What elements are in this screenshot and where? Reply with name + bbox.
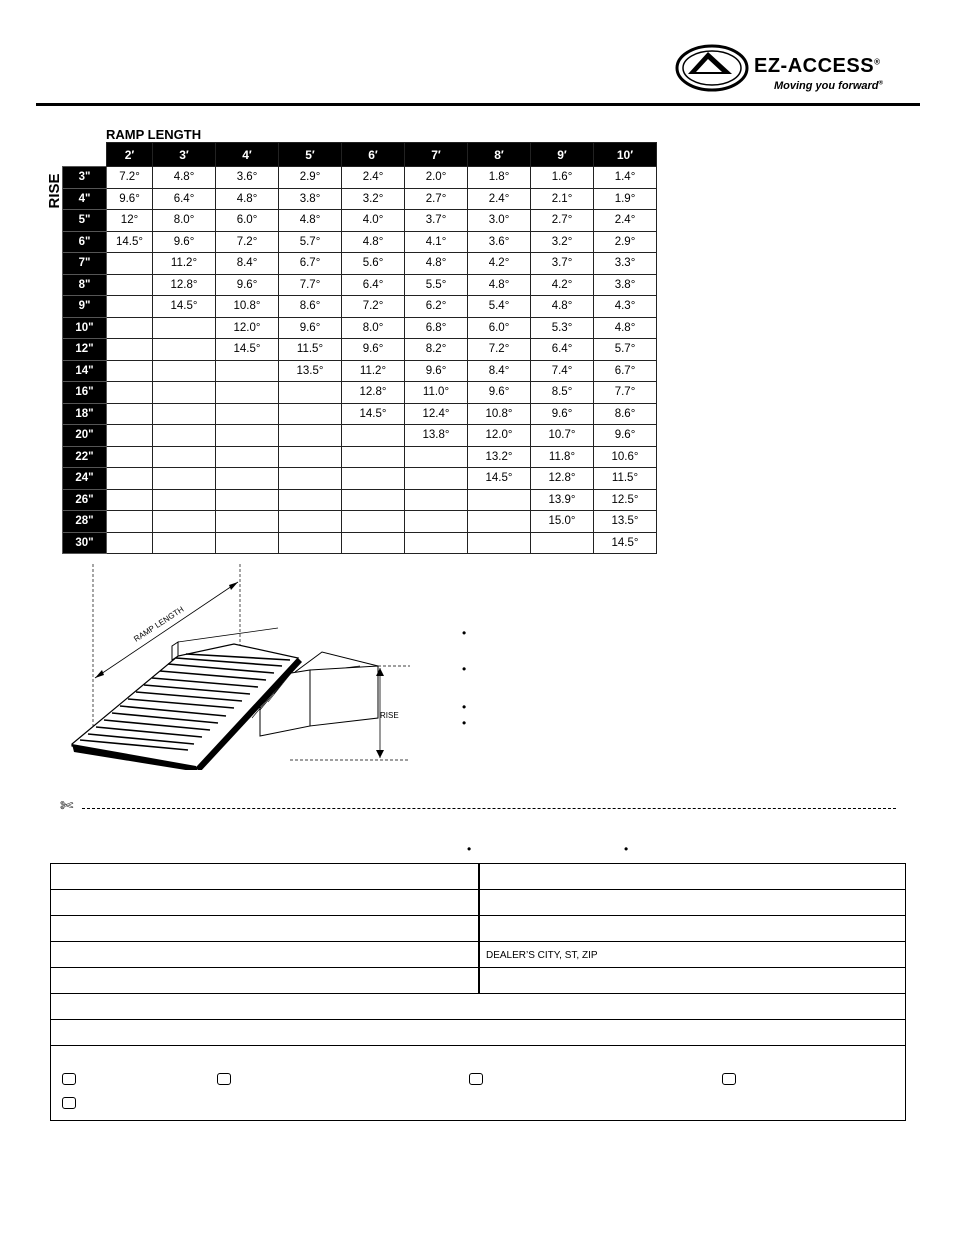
table-row <box>63 360 657 382</box>
ramp-length-column-header: 2′ <box>107 143 153 167</box>
angle-cell: 4.8° <box>405 253 468 275</box>
table-row <box>63 274 657 296</box>
angle-cell: 1.4° <box>594 167 657 189</box>
cut-line <box>60 798 900 818</box>
angle-cell <box>279 489 342 511</box>
angle-cell: 12.8° <box>342 382 405 404</box>
table-row <box>63 382 657 404</box>
angle-cell <box>107 274 153 296</box>
table-row <box>63 532 657 554</box>
angle-cell: 12.0° <box>468 425 531 447</box>
angle-cell <box>107 317 153 339</box>
angle-cell: 11.8° <box>531 446 594 468</box>
angle-cell: 13.5° <box>594 511 657 533</box>
logo-emblem-icon <box>674 40 754 100</box>
table-row <box>63 167 657 189</box>
angle-cell <box>153 489 216 511</box>
angle-cell: 12° <box>107 210 153 232</box>
angle-cell: 13.5° <box>279 360 342 382</box>
angle-cell <box>405 532 468 554</box>
angle-cell: 4.8° <box>531 296 594 318</box>
angle-cell: 3.7° <box>531 253 594 275</box>
angle-cell <box>153 425 216 447</box>
ramp-length-column-header: 9′ <box>531 143 594 167</box>
angle-cell: 10.8° <box>468 403 531 425</box>
angle-cell <box>216 382 279 404</box>
ramp-length-title: RAMP LENGTH <box>106 127 202 142</box>
ramp-length-column-header: 8′ <box>468 143 531 167</box>
angle-cell <box>405 489 468 511</box>
angle-cell: 3.6° <box>468 231 531 253</box>
rise-row-header: 6" <box>63 231 107 253</box>
rise-row-header: 9" <box>63 296 107 318</box>
angle-cell <box>107 253 153 275</box>
angle-cell: 9.6° <box>279 317 342 339</box>
angle-cell: 7.2° <box>107 167 153 189</box>
angle-cell: 3.6° <box>216 167 279 189</box>
angle-cell: 3.8° <box>594 274 657 296</box>
rise-axis-label: RISE <box>46 173 63 209</box>
angle-cell: 13.9° <box>531 489 594 511</box>
angle-cell: 7.4° <box>531 360 594 382</box>
form-row <box>51 864 905 890</box>
angle-cell <box>531 532 594 554</box>
angle-cell <box>153 511 216 533</box>
angle-cell: 10.7° <box>531 425 594 447</box>
angle-cell <box>342 489 405 511</box>
angle-cell <box>279 403 342 425</box>
angle-cell: 2.7° <box>405 188 468 210</box>
table-corner <box>63 143 107 167</box>
angle-cell <box>107 339 153 361</box>
angle-cell: 14.5° <box>468 468 531 490</box>
angle-cell: 9.6° <box>216 274 279 296</box>
angle-cell <box>107 296 153 318</box>
rise-row-header: 18" <box>63 403 107 425</box>
rise-row-header: 24" <box>63 468 107 490</box>
angle-cell: 2.1° <box>531 188 594 210</box>
form-row <box>51 1019 905 1045</box>
angle-cell: 4.8° <box>216 188 279 210</box>
angle-cell: 7.2° <box>468 339 531 361</box>
angle-cell: 14.5° <box>107 231 153 253</box>
angle-cell: 2.4° <box>594 210 657 232</box>
angle-cell: 5.4° <box>468 296 531 318</box>
angle-cell <box>107 511 153 533</box>
angle-cell: 4.1° <box>405 231 468 253</box>
angle-cell: 1.9° <box>594 188 657 210</box>
angle-cell: 4.3° <box>594 296 657 318</box>
angle-cell <box>279 532 342 554</box>
bullet-icon: • <box>462 626 467 640</box>
angle-cell <box>107 382 153 404</box>
ramp-length-column-header: 6′ <box>342 143 405 167</box>
angle-cell <box>153 468 216 490</box>
bullet-icon: • <box>624 842 629 856</box>
table-row <box>63 425 657 447</box>
checkbox[interactable] <box>62 1073 76 1085</box>
form-row <box>51 993 905 1019</box>
angle-cell: 3.8° <box>279 188 342 210</box>
rise-row-header: 12" <box>63 339 107 361</box>
table-row <box>63 210 657 232</box>
dashed-cut-line <box>82 808 896 809</box>
angle-cell <box>107 446 153 468</box>
angle-cell: 8.6° <box>279 296 342 318</box>
table-row <box>63 253 657 275</box>
angle-cell: 8.6° <box>594 403 657 425</box>
angle-cell: 6.0° <box>468 317 531 339</box>
angle-cell: 9.6° <box>153 231 216 253</box>
ramp-length-column-header: 10′ <box>594 143 657 167</box>
angle-cell: 9.6° <box>342 339 405 361</box>
rise-row-header: 4" <box>63 188 107 210</box>
angle-cell <box>279 382 342 404</box>
angle-cell: 3.3° <box>594 253 657 275</box>
form-row <box>51 967 905 993</box>
angle-cell: 8.4° <box>216 253 279 275</box>
angle-cell: 12.8° <box>531 468 594 490</box>
angle-cell: 9.6° <box>594 425 657 447</box>
angle-cell <box>342 425 405 447</box>
angle-cell: 3.0° <box>468 210 531 232</box>
angle-cell <box>405 511 468 533</box>
checkbox[interactable] <box>722 1073 736 1085</box>
form-row <box>51 941 905 967</box>
ramp-length-column-header: 7′ <box>405 143 468 167</box>
angle-cell: 5.6° <box>342 253 405 275</box>
angle-cell: 12.4° <box>405 403 468 425</box>
angle-cell: 1.6° <box>531 167 594 189</box>
angle-cell <box>216 446 279 468</box>
angle-cell: 10.6° <box>594 446 657 468</box>
ramp-diagram <box>60 560 420 770</box>
angle-cell <box>216 511 279 533</box>
angle-cell: 2.9° <box>279 167 342 189</box>
angle-cell: 5.3° <box>531 317 594 339</box>
angle-cell: 12.8° <box>153 274 216 296</box>
rise-row-header: 8" <box>63 274 107 296</box>
angle-cell: 15.0° <box>531 511 594 533</box>
form-row <box>51 889 905 915</box>
angle-cell: 12.0° <box>216 317 279 339</box>
rise-row-header: 30" <box>63 532 107 554</box>
angle-cell: 7.7° <box>279 274 342 296</box>
angle-cell: 7.2° <box>216 231 279 253</box>
angle-cell: 4.2° <box>468 253 531 275</box>
angle-cell: 5.7° <box>594 339 657 361</box>
rise-row-header: 7" <box>63 253 107 275</box>
rise-row-header: 22" <box>63 446 107 468</box>
angle-cell <box>216 425 279 447</box>
angle-cell: 14.5° <box>153 296 216 318</box>
checkbox[interactable] <box>62 1097 76 1109</box>
angle-cell <box>468 489 531 511</box>
angle-cell: 1.8° <box>468 167 531 189</box>
table-row <box>63 511 657 533</box>
angle-cell: 3.2° <box>531 231 594 253</box>
angle-cell: 6.8° <box>405 317 468 339</box>
angle-cell <box>107 489 153 511</box>
angle-cell: 8.4° <box>468 360 531 382</box>
angle-cell <box>342 446 405 468</box>
angle-cell: 4.0° <box>342 210 405 232</box>
angle-cell: 9.6° <box>531 403 594 425</box>
form-checkbox-row <box>51 1045 905 1120</box>
angle-cell <box>153 446 216 468</box>
ramp-grade-table <box>62 142 657 554</box>
brand-tagline: Moving you forward® <box>774 80 883 92</box>
angle-cell: 4.8° <box>468 274 531 296</box>
angle-cell <box>153 360 216 382</box>
bullet-icon: • <box>462 700 467 714</box>
angle-cell: 8.0° <box>342 317 405 339</box>
rise-row-header: 26" <box>63 489 107 511</box>
angle-cell: 14.5° <box>594 532 657 554</box>
scissors-icon: ✄ <box>60 798 74 815</box>
table-row <box>63 489 657 511</box>
angle-cell <box>107 532 153 554</box>
ramp-length-column-header: 5′ <box>279 143 342 167</box>
angle-cell <box>342 468 405 490</box>
angle-cell: 11.5° <box>594 468 657 490</box>
angle-cell: 11.5° <box>279 339 342 361</box>
angle-cell <box>405 446 468 468</box>
angle-cell <box>468 532 531 554</box>
angle-cell: 4.2° <box>531 274 594 296</box>
angle-cell: 5.7° <box>279 231 342 253</box>
angle-cell <box>107 360 153 382</box>
angle-cell: 12.5° <box>594 489 657 511</box>
angle-cell: 6.7° <box>279 253 342 275</box>
angle-cell <box>153 382 216 404</box>
ramp-length-column-header: 4′ <box>216 143 279 167</box>
angle-cell: 8.0° <box>153 210 216 232</box>
angle-cell: 14.5° <box>342 403 405 425</box>
angle-cell: 2.4° <box>342 167 405 189</box>
table-row <box>63 403 657 425</box>
rise-dimension-label: RISE <box>380 711 399 720</box>
form-row <box>51 915 905 941</box>
angle-cell: 14.5° <box>216 339 279 361</box>
angle-cell: 11.2° <box>342 360 405 382</box>
ez-access-logo <box>674 40 914 100</box>
angle-cell: 6.7° <box>594 360 657 382</box>
angle-cell: 2.7° <box>531 210 594 232</box>
angle-cell <box>342 532 405 554</box>
table-row <box>63 468 657 490</box>
angle-cell <box>468 511 531 533</box>
angle-cell <box>107 425 153 447</box>
bullet-icon: • <box>467 842 472 856</box>
angle-cell: 4.8° <box>342 231 405 253</box>
rise-row-header: 5" <box>63 210 107 232</box>
angle-cell: 3.7° <box>405 210 468 232</box>
angle-cell: 6.2° <box>405 296 468 318</box>
rise-row-header: 16" <box>63 382 107 404</box>
angle-cell: 2.0° <box>405 167 468 189</box>
angle-cell: 11.2° <box>153 253 216 275</box>
bullet-icon: • <box>462 716 467 730</box>
dealer-city-label: DEALER’S CITY, ST, ZIP <box>486 950 598 961</box>
rise-row-header: 20" <box>63 425 107 447</box>
angle-cell: 9.6° <box>405 360 468 382</box>
rise-row-header: 10" <box>63 317 107 339</box>
angle-cell <box>153 317 216 339</box>
angle-cell <box>405 468 468 490</box>
angle-cell: 2.9° <box>594 231 657 253</box>
angle-cell: 2.4° <box>468 188 531 210</box>
angle-cell <box>279 446 342 468</box>
table-row <box>63 188 657 210</box>
angle-cell: 4.8° <box>594 317 657 339</box>
checkbox[interactable] <box>469 1073 483 1085</box>
angle-cell <box>279 425 342 447</box>
angle-cell <box>153 403 216 425</box>
angle-cell: 6.4° <box>153 188 216 210</box>
ramp-length-dimension-label: RAMP LENGTH <box>132 604 186 644</box>
angle-cell: 5.5° <box>405 274 468 296</box>
angle-cell <box>216 532 279 554</box>
angle-cell: 4.8° <box>279 210 342 232</box>
bullet-icon: • <box>462 662 467 676</box>
angle-cell <box>153 339 216 361</box>
angle-cell: 13.2° <box>468 446 531 468</box>
angle-cell: 3.2° <box>342 188 405 210</box>
angle-cell <box>107 403 153 425</box>
table-header-row <box>63 143 657 167</box>
angle-cell: 8.5° <box>531 382 594 404</box>
angle-cell <box>216 360 279 382</box>
table-row <box>63 231 657 253</box>
angle-cell <box>216 403 279 425</box>
header-divider <box>36 103 920 106</box>
angle-cell <box>107 468 153 490</box>
angle-cell: 11.0° <box>405 382 468 404</box>
angle-cell: 9.6° <box>107 188 153 210</box>
angle-cell: 9.6° <box>468 382 531 404</box>
angle-cell: 4.8° <box>153 167 216 189</box>
table-row <box>63 446 657 468</box>
angle-cell <box>279 468 342 490</box>
angle-cell: 8.2° <box>405 339 468 361</box>
table-row <box>63 339 657 361</box>
brand-name: EZ-ACCESS® <box>754 55 881 77</box>
table-row <box>63 317 657 339</box>
angle-cell: 13.8° <box>405 425 468 447</box>
ramp-length-column-header: 3′ <box>153 143 216 167</box>
rise-row-header: 28" <box>63 511 107 533</box>
checkbox[interactable] <box>217 1073 231 1085</box>
rise-row-header: 3" <box>63 167 107 189</box>
rise-row-header: 14" <box>63 360 107 382</box>
angle-cell: 7.2° <box>342 296 405 318</box>
angle-cell <box>342 511 405 533</box>
angle-cell: 10.8° <box>216 296 279 318</box>
angle-cell <box>216 468 279 490</box>
registration-form <box>50 863 906 1121</box>
angle-cell: 6.4° <box>531 339 594 361</box>
angle-cell <box>279 511 342 533</box>
angle-cell: 7.7° <box>594 382 657 404</box>
angle-cell: 6.0° <box>216 210 279 232</box>
angle-cell <box>216 489 279 511</box>
table-row <box>63 296 657 318</box>
angle-cell <box>153 532 216 554</box>
angle-cell: 6.4° <box>342 274 405 296</box>
